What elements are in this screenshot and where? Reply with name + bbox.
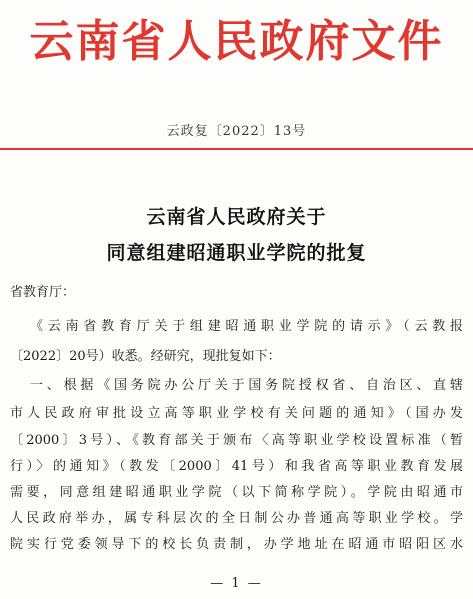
document-title-line-2: 同意组建昭通职业学院的批复 (106, 242, 367, 264)
body-line: 市人民政府审批设立高等职业学校有关问题的通知》（国办发 (10, 406, 463, 421)
document-title-line-1: 云南省人民政府关于 (146, 206, 327, 228)
body-line: 需要，同意组建昭通职业学院（以下简称学院）。学院由昭通市 (10, 485, 463, 500)
salutation-line: 省教育厅： (10, 285, 76, 300)
body-line: 〔2022〕20号）收悉。经研究，现批复如下： (10, 349, 281, 364)
red-divider-line (0, 148, 473, 150)
body-line: 行）〉的通知》（教发〔2000〕41号）和我省高等职业教育发展 (10, 459, 463, 474)
body-line: 〔2000〕3号）、《教育部关于颁布〈高等职业学校设置标准（暂 (10, 433, 463, 448)
body-line: 院实行党委领导下的校长负责制，办学地址在昭通市昭阳区水 (10, 537, 463, 552)
body-line: 人民政府举办，属专科层次的全日制公办普通高等职业学校。学 (10, 511, 463, 526)
body-line: 《云南省教育厅关于组建昭通职业学院的请示》（云教报 (30, 319, 463, 334)
red-masthead: 云南省人民政府文件 (29, 16, 444, 67)
page-number: — 1 — (210, 576, 263, 591)
body-line: 一、根据《国务院办公厅关于国务院授权省、自治区、直辖 (30, 378, 463, 393)
document-number: 云政复〔2022〕13号 (166, 124, 307, 139)
